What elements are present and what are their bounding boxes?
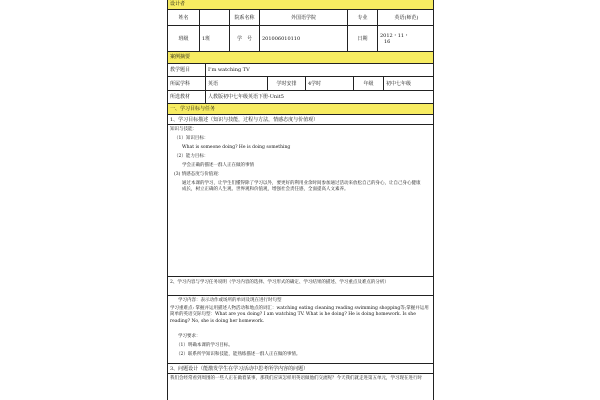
task-heading: 2、学习内容与学习任务说明（学习内容的选择、学习形式的确定、学习结果的描述、学习重点及难点的分析） (170, 280, 389, 285)
task-heading-row (168, 277, 433, 296)
major-value: 英语(师范) (394, 14, 419, 21)
topic-label: 教学题目 (168, 64, 206, 76)
major-label: 专业 (348, 10, 378, 25)
problem-heading: 3、问题设计（能激发学生在学习活动中思考所学内容的问题） (170, 366, 309, 372)
knowledge-goal-label: （1）知识目标： (174, 136, 209, 141)
hours-value: 4学时 (306, 77, 354, 90)
goals-heading: 1、学习目标描述（知识与技能，过程与方法，情感态度与价值观） (170, 117, 319, 123)
textbook-row (168, 91, 433, 104)
class-label: 班级 (168, 26, 200, 51)
subject-row (168, 77, 433, 91)
subject-label: 所属学科 (168, 77, 206, 90)
knowledge-skill-label: 知识与技能： (170, 127, 197, 132)
topic-value: I’m watching TV (208, 67, 250, 73)
objectives-title: 一、学习目标与任务 (170, 106, 216, 112)
requirement-1: （1）明确本课的学习目标。 (176, 343, 233, 348)
class-value: 1班 (200, 26, 230, 51)
ability-goal-text: 学会正确的描述一群人正在做的事情 (182, 163, 254, 168)
topic-row (168, 64, 433, 77)
info-row-2 (168, 26, 433, 52)
grade-value: 初中七年级 (386, 80, 412, 87)
knowledge-goal-text: What is someone doing? He is doing something (182, 145, 291, 150)
requirements-label: 学习要求： (178, 334, 201, 339)
task-body (168, 296, 433, 364)
attitude-goal-label: (3) 情感态度与价值观： (174, 172, 223, 177)
date-value (378, 26, 435, 51)
learning-content: 学习内容：表示动作或场所的单词及现在进行时句型 (178, 298, 282, 303)
hours-label: 学时安排 (268, 77, 306, 90)
problem-text: 我们会经常看到周围的一些人正在做着某事，那我们应该怎样用英语做他们交流呢？今天我们就走进第五单元，学习现在进行时 (170, 376, 422, 381)
date-line-2: 16 (384, 38, 391, 45)
textbook-value: 人教版初中七年级英语下册-Unit5 (208, 94, 284, 100)
designer-section-header (168, 0, 433, 10)
ability-goal-label: （2）能力目标： (174, 154, 209, 159)
goals-heading-row (168, 115, 433, 125)
date-line-1: 2012・11・ (380, 32, 410, 39)
case-title: 案例摘要 (170, 54, 191, 60)
subject-value: 英语 (206, 77, 268, 90)
name-value (200, 10, 230, 25)
problem-heading-row (168, 364, 433, 374)
student-no-value: 201006010110 (260, 26, 348, 51)
student-no-label: 学 号 (230, 26, 260, 51)
problem-body (168, 374, 433, 400)
college-value: 外国语学院 (260, 10, 348, 25)
name-label: 姓名 (168, 10, 200, 25)
grade-label: 年级 (354, 77, 384, 90)
case-section-header (168, 52, 433, 64)
goals-body (168, 125, 433, 277)
info-row-1 (168, 10, 433, 26)
objectives-section-header (168, 104, 433, 115)
college-label: 院系名称 (230, 10, 260, 25)
date-label: 日期 (348, 26, 378, 51)
textbook-label: 所选教材 (168, 91, 206, 103)
designer-title: 设计者 (170, 1, 186, 7)
attitude-goal-text: 通过本课的学习，让学生们懂得除了学习以外，要更好的利用业余时间参加通过活动来放松自己的身心，让自己身心健康成长，树立正确的人生观、世界观和价值观，增强社会责任感，全面提高人文素养。 (182, 181, 421, 193)
course-design-form (167, 0, 434, 400)
key-difficult-points: 学习重难点: 掌握并运用描述人物活动和地点的词汇：watching eating cleaning reading swimming shopping等;掌握并运用简单的英语交际句型：What are you doing? I am watching TV. What is he doing? He is doing homework. Is she reading? No, she is doing her homework. (170, 306, 429, 324)
requirement-2: （2）联系所学知识和技能，能熟练描述一群人正在做的事情。 (176, 352, 301, 357)
